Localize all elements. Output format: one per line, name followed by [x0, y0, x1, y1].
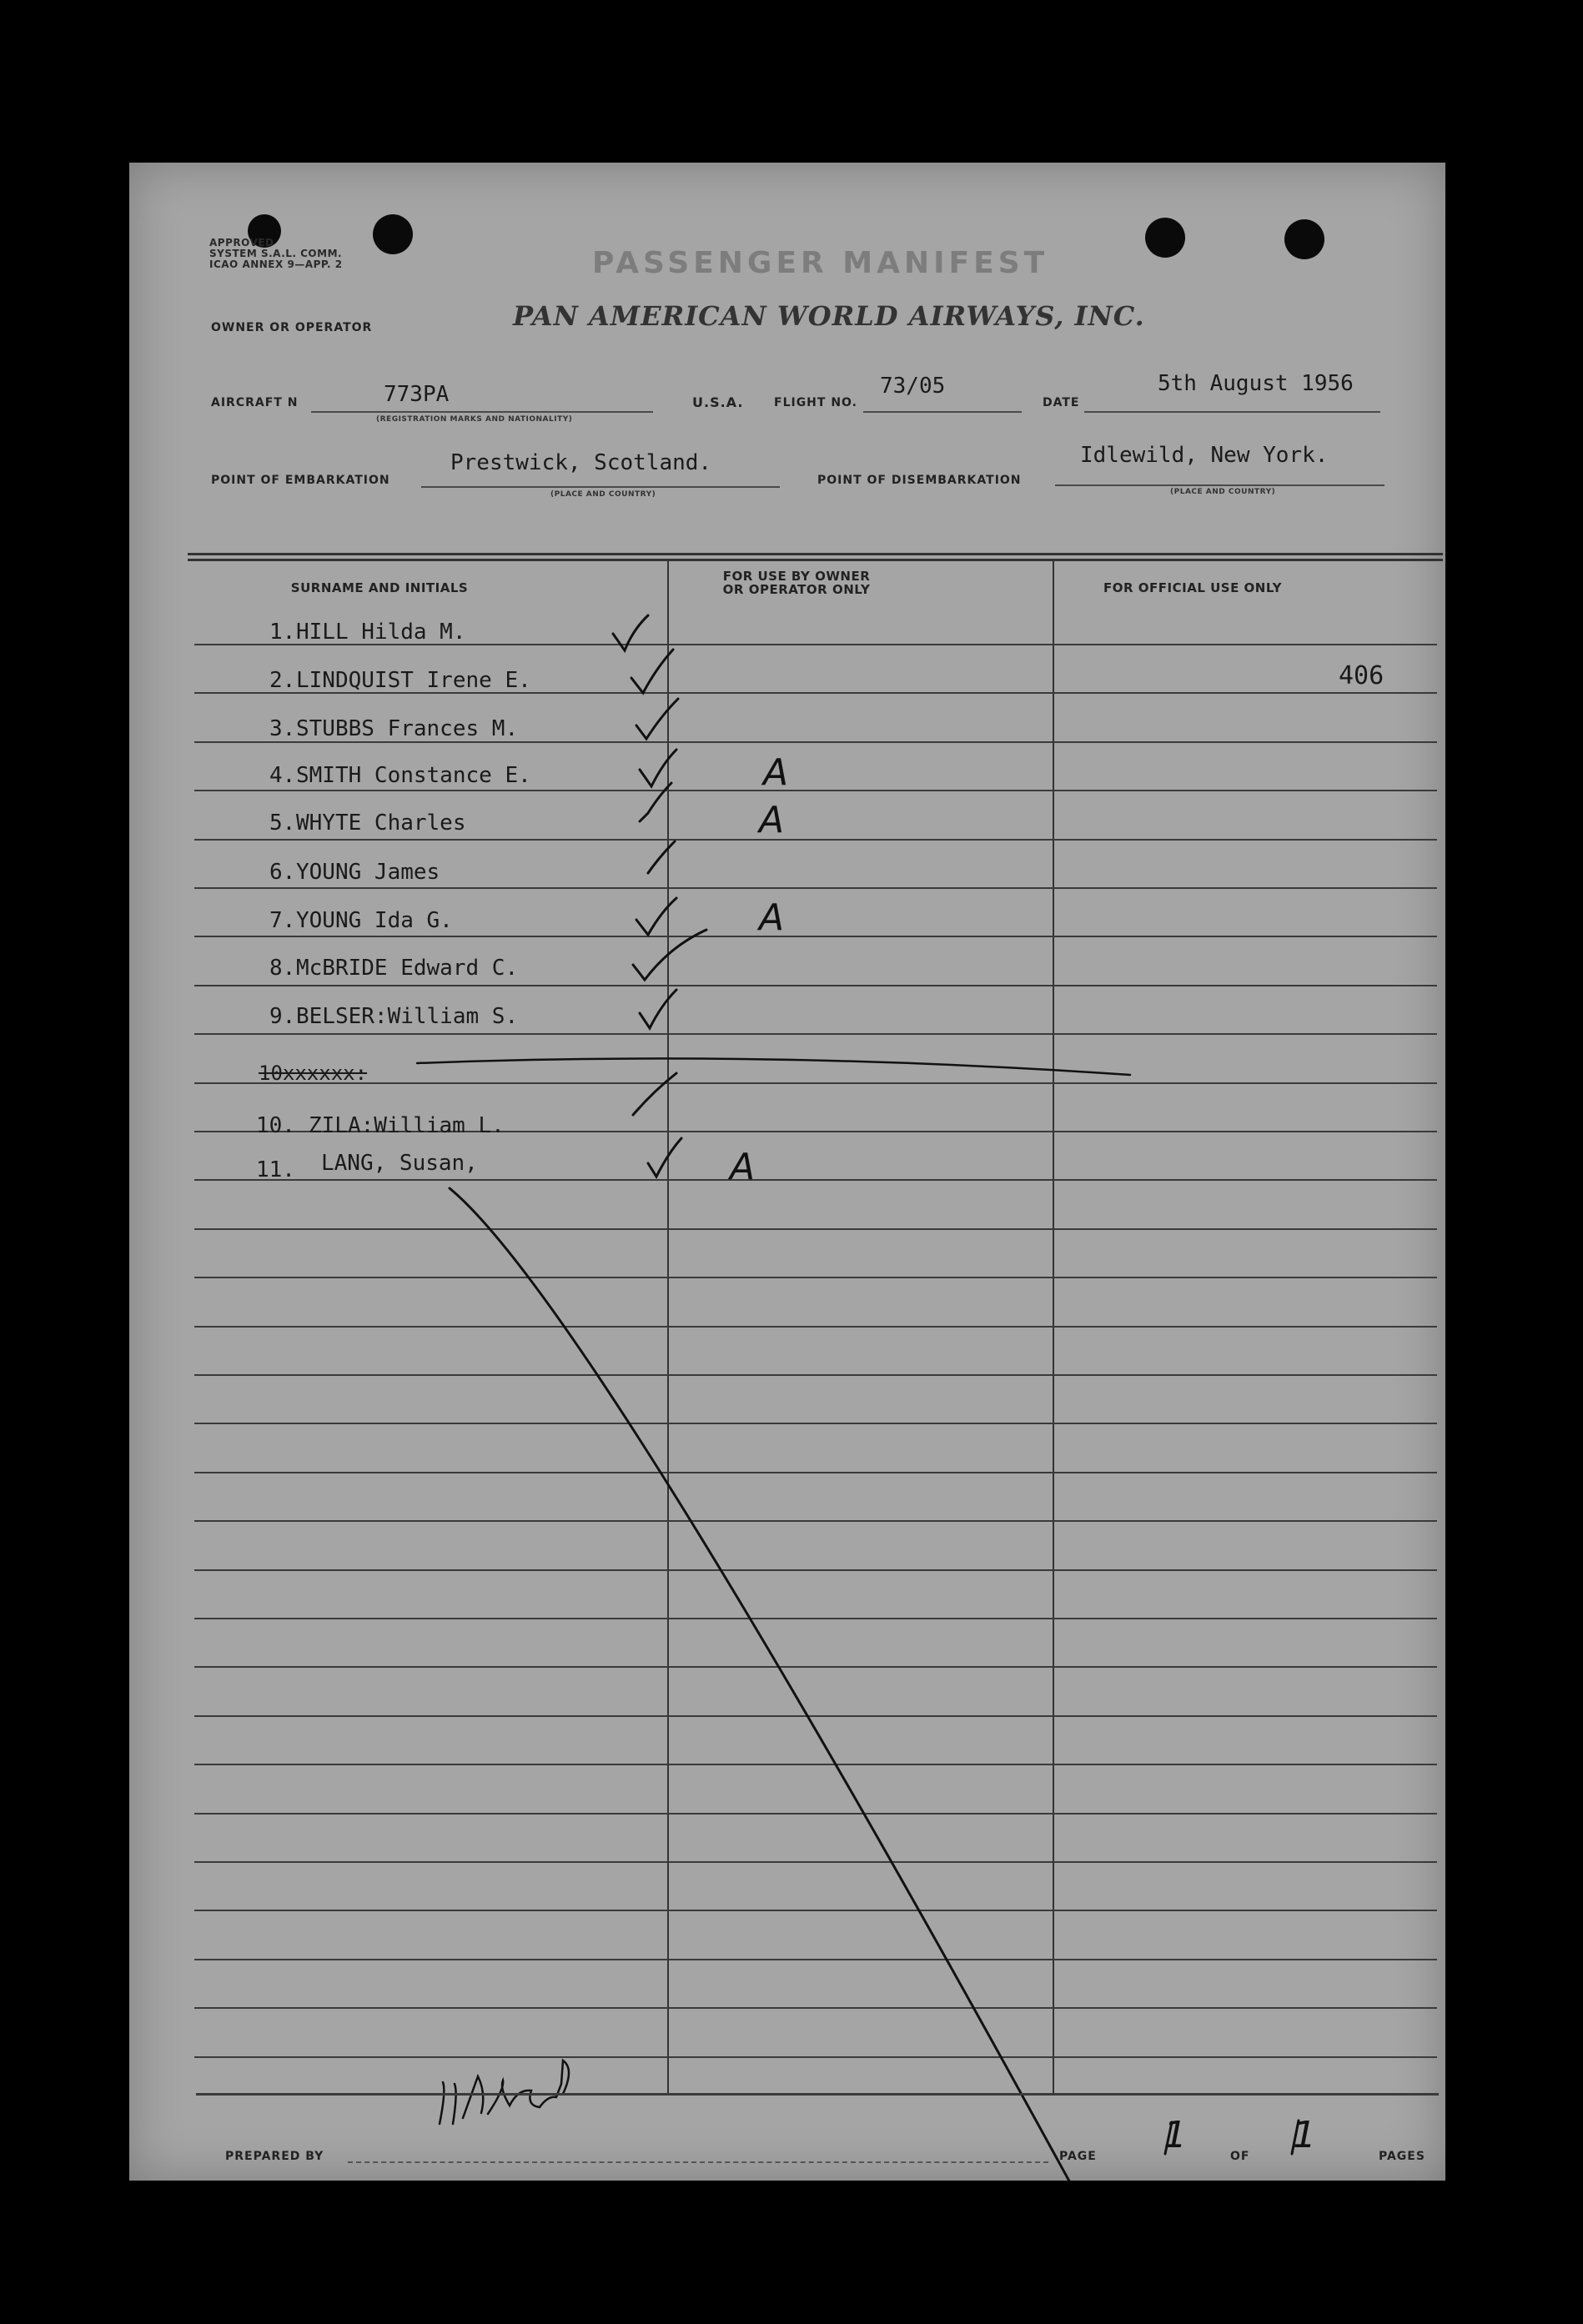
passenger-operator-mark: A — [730, 1146, 756, 1188]
column-header-names: SURNAME AND INITIALS — [290, 580, 469, 595]
passenger-name: LINDQUIST Irene E. — [296, 668, 531, 693]
pen-marks — [129, 163, 1445, 2181]
diagonal-strike-line — [450, 1188, 1092, 2181]
passenger-number: 4. — [269, 763, 296, 788]
disembarkation-sublabel: (PLACE AND COUNTRY) — [1170, 488, 1276, 496]
aircraft-value: 773PA — [384, 382, 450, 407]
column-header-operator-text: FOR USE BY OWNER OR OPERATOR ONLY — [722, 569, 871, 597]
approval-line: SYSTEM S.A.L. COMM. — [209, 248, 343, 259]
page-label: PAGE — [1059, 2150, 1097, 2163]
passenger-name: McBRIDE Edward C. — [296, 956, 519, 981]
disembarkation-value: Idlewild, New York. — [1080, 443, 1329, 468]
passenger-number: 11. — [256, 1157, 295, 1182]
check-mark — [640, 750, 676, 786]
passenger-name: YOUNG Ida G. — [296, 908, 453, 933]
check-mark — [648, 1138, 681, 1177]
aircraft-label: AIRCRAFT N — [211, 396, 299, 409]
check-mark — [640, 990, 676, 1028]
check-mark — [633, 930, 706, 980]
check-mark — [613, 615, 648, 650]
passenger-operator-mark: A — [763, 751, 789, 794]
footer-rule — [196, 2093, 1439, 2096]
prepared-by-underline — [348, 2161, 1048, 2163]
date-value: 5th August 1956 — [1158, 371, 1354, 396]
column-header-official: FOR OFFICIAL USE ONLY — [1103, 580, 1282, 595]
check-mark — [631, 650, 673, 693]
embarkation-value: Prestwick, Scotland. — [450, 450, 712, 475]
of-label: OF — [1230, 2150, 1250, 2163]
passenger-number: 8. — [269, 956, 296, 981]
passenger-number: 6. — [269, 860, 296, 885]
airline-name: PAN AMERICAN WORLD AIRWAYS, INC. — [513, 300, 1145, 332]
approval-line: ICAO ANNEX 9—APP. 2 — [209, 259, 343, 270]
check-mark — [636, 699, 678, 739]
usa-label: U.S.A. — [692, 394, 744, 410]
passenger-number: 2. — [269, 668, 296, 693]
embarkation-sublabel: (PLACE AND COUNTRY) — [550, 490, 656, 499]
owner-label: OWNER OR OPERATOR — [211, 321, 373, 334]
struck-separator-line — [417, 1058, 1130, 1075]
passenger-name: ZILA:William L. — [309, 1113, 505, 1138]
passenger-operator-mark: A — [759, 799, 785, 841]
official-note: 406 — [1339, 661, 1384, 690]
passenger-name: YOUNG James — [296, 860, 440, 885]
passenger-name: SMITH Constance E. — [296, 763, 531, 788]
date-label: DATE — [1043, 396, 1080, 409]
check-mark — [633, 1073, 676, 1115]
passenger-name: BELSER:William S. — [296, 1004, 519, 1029]
passenger-number: 3. — [269, 716, 296, 741]
pages-label: PAGES — [1379, 2150, 1425, 2163]
manifest-sheet — [129, 163, 1445, 2181]
passenger-number: 7. — [269, 908, 296, 933]
disembarkation-label: POINT OF DISEMBARKATION — [817, 474, 1022, 487]
passenger-name: LANG, Susan, — [321, 1151, 478, 1176]
passenger-operator-mark: A — [759, 896, 785, 939]
prepared-by-label: PREPARED BY — [225, 2150, 324, 2163]
check-mark — [636, 898, 676, 935]
passenger-name: STUBBS Frances M. — [296, 716, 519, 741]
aircraft-sublabel: (REGISTRATION MARKS AND NATIONALITY) — [376, 415, 573, 424]
form-title: PASSENGER MANIFEST — [592, 246, 1049, 280]
check-mark — [640, 783, 671, 821]
struck-entry: 10xxxxxx: — [259, 1062, 368, 1085]
page-value: 1 — [1163, 2114, 1187, 2156]
passenger-name: HILL Hilda M. — [296, 620, 466, 645]
of-value: 1 — [1293, 2114, 1316, 2156]
passenger-number: 10. — [256, 1113, 295, 1138]
approval-line: APPROVED — [209, 237, 274, 248]
flight-value: 73/05 — [880, 374, 946, 399]
passenger-number: 1. — [269, 620, 296, 645]
flight-label: FLIGHT NO. — [774, 396, 857, 409]
check-mark — [648, 841, 675, 873]
signature-scribble — [440, 2060, 569, 2124]
passenger-name: WHYTE Charles — [296, 811, 466, 836]
passenger-number: 5. — [269, 811, 296, 836]
passenger-number: 9. — [269, 1004, 296, 1029]
embarkation-label: POINT OF EMBARKATION — [211, 474, 390, 487]
